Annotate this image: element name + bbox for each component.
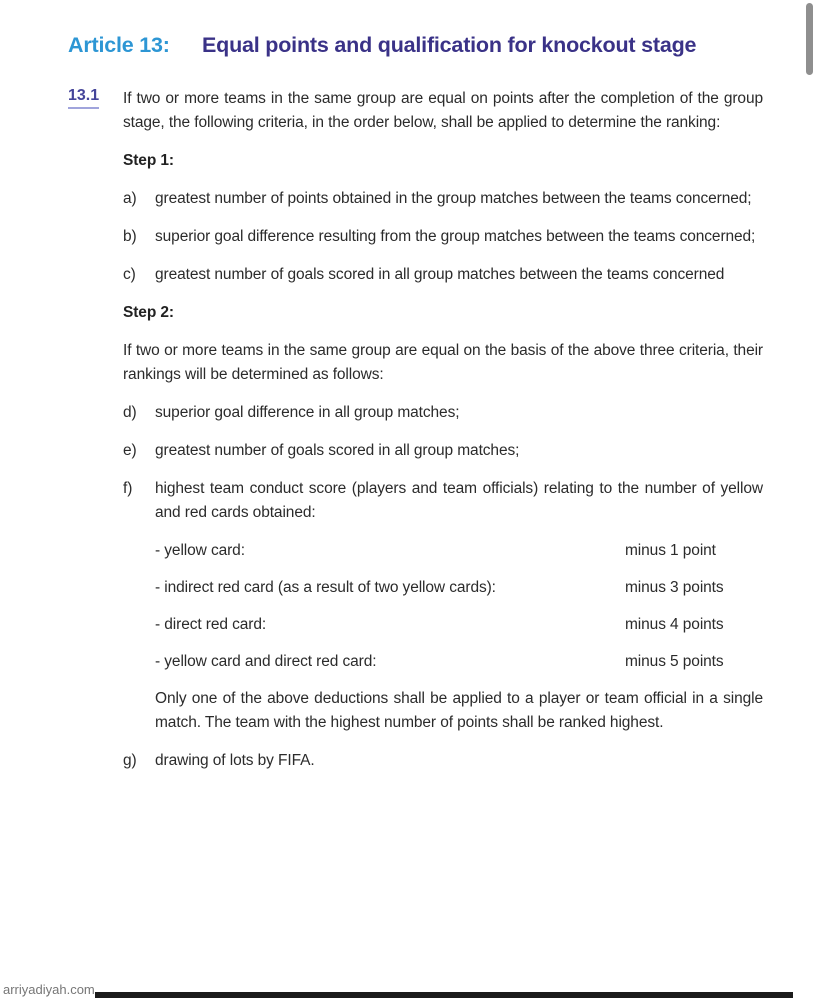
deduction-value: minus 3 points [625, 579, 724, 596]
bottom-bar [95, 992, 793, 998]
deduction-label: - indirect red card (as a result of two yellow cards): [155, 579, 496, 596]
item-text: highest team conduct score (players and team officials) relating to the number of yellow and red cards obtained: [155, 480, 763, 521]
item-letter: e) [123, 442, 137, 459]
step2-heading: Step 2: [123, 304, 174, 321]
item-letter: a) [123, 190, 137, 207]
item-letter: d) [123, 404, 137, 421]
deductions-note-paragraph: Only one of the above deductions shall be applied to a player or team official in a single match. The team with the highest number of points shall be ranked highest. [155, 690, 763, 731]
deduction-row-yellow-and-direct-red [155, 650, 763, 674]
deduction-row-indirect-red-card [155, 576, 763, 600]
step1-heading: Step 1: [123, 152, 174, 169]
section-body [123, 149, 763, 773]
article-number-label: Article 13: [68, 33, 170, 57]
deduction-label: - yellow card and direct red card: [155, 653, 377, 670]
list-item-f [123, 477, 763, 525]
page-content [68, 0, 763, 773]
list-item-g [123, 749, 763, 773]
deduction-row-yellow-card [155, 539, 763, 563]
section-intro-paragraph: If two or more teams in the same group are equal on points after the completion of the group stage, the following criteria, in the order below, shall be applied to determine the ranking: [123, 90, 763, 131]
watermark-text: arriyadiyah.com [3, 982, 95, 997]
list-item-b [123, 225, 763, 249]
card-deductions-table [155, 539, 763, 674]
item-letter: b) [123, 228, 137, 245]
item-text: superior goal difference in all group matches; [155, 404, 460, 421]
list-item-d [123, 401, 763, 425]
item-letter: c) [123, 266, 136, 283]
deduction-value: minus 4 points [625, 616, 724, 633]
article-header [68, 30, 763, 61]
article-title: Equal points and qualification for knockout stage [202, 33, 697, 57]
deduction-row-direct-red-card [155, 613, 763, 637]
deduction-value: minus 5 points [625, 653, 724, 670]
item-letter: f) [123, 480, 133, 497]
list-item-c [123, 263, 763, 287]
item-text: superior goal difference resulting from the group matches between the teams concerned; [155, 228, 756, 245]
deduction-value: minus 1 point [625, 542, 716, 559]
step2-intro-paragraph: If two or more teams in the same group are equal on the basis of the above three criteria, their rankings will be determined as follows: [123, 342, 763, 383]
deduction-label: - direct red card: [155, 616, 267, 633]
section-number [68, 87, 123, 109]
item-text: greatest number of goals scored in all group matches; [155, 442, 520, 459]
item-text: drawing of lots by FIFA. [155, 752, 315, 769]
section-number-text: 13.1 [68, 87, 99, 109]
list-item-a [123, 187, 763, 211]
item-letter: g) [123, 752, 137, 769]
section-13-1 [68, 87, 763, 149]
item-text: greatest number of goals scored in all group matches between the teams concerned [155, 266, 725, 283]
scrollbar-thumb[interactable] [806, 3, 813, 75]
item-text: greatest number of points obtained in the group matches between the teams concerned; [155, 190, 752, 207]
list-item-e [123, 439, 763, 463]
deduction-label: - yellow card: [155, 542, 245, 559]
